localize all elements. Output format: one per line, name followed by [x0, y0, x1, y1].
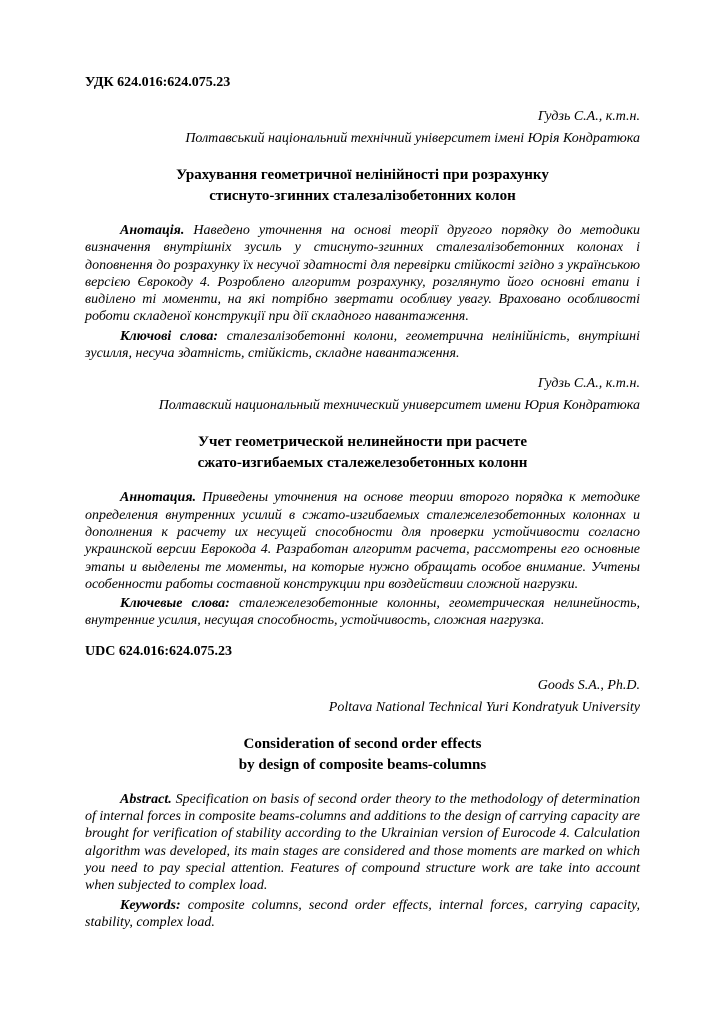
ua-keywords-text: сталезалізобетонні колони, геометрична нелінійність, внутрішні зусилля, несуча здатність, стійкість, складне навантаження.	[85, 328, 641, 362]
ua-title-line2: стиснуто-згинних сталезалізобетонних колон	[209, 188, 516, 204]
en-title-line1: Consideration of second order effects	[243, 735, 482, 752]
ru-byline	[85, 373, 640, 417]
ru-affiliation: Полтавский национальный технический университет имени Юрия Кондратюка	[158, 398, 640, 414]
ua-affiliation: Полтавський національний технічний університет імені Юрія Кондратюка	[185, 131, 640, 146]
ru-title-line1: Учет геометрической нелинейности при расчете	[197, 434, 528, 451]
en-affiliation: Poltava National Technical Yuri Kondratyuk University	[328, 699, 640, 715]
ua-keywords-label: Ключові слова:	[120, 328, 219, 344]
en-title-line2: by design of composite beams-columns	[238, 756, 487, 773]
ua-title	[85, 165, 640, 207]
ru-keywords	[85, 595, 640, 630]
udc-code-en: UDC 624.016:624.075.23	[85, 643, 232, 659]
ru-author: Гудзь С.А., к.т.н.	[537, 376, 640, 392]
en-keywords	[85, 897, 640, 932]
ua-author: Гудзь С.А., к.т.н.	[537, 109, 640, 124]
ua-title-line1: Урахування геометричної нелінійності при розрахунку	[176, 167, 549, 183]
ua-abstract-label: Анотація.	[120, 223, 185, 238]
ua-abstract-text: Наведено уточнення на основі теорії другого порядку до методики визначення внутрішніх зусиль у стиснуто-згинних сталезалізобетонних колонах і доповнення до розрахунку їх несучої здатності для перевірки стійкості згідно з українською версією Єврокоду 4. Розроблено алгоритм розрахунку, розглянуто його основні етапи і виділено ті моменти, на які потрібно звертати особливу увагу. Враховано особливості роботи складеної конструкції при дії складного навантаження.	[85, 223, 640, 325]
udc-code-ua: УДК 624.016:624.075.23	[85, 75, 231, 90]
en-abstract	[85, 791, 640, 895]
ru-abstract-text: Приведены уточнения на основе теории второго порядка к методике определения внутренних усилий в сжато-изгибаемых сталежелезобетонных колоннах и дополнения к расчету их несущей способности для проверки устойчивости согласно украинской версии Еврокода 4. Разработан алгоритм расчета, рассмотрены его основные этапы и выделены те моменты, на которые нужно обращать особое внимание. Учтены особенности работы составной конструкции при воздействии сложной нагрузки.	[85, 490, 641, 592]
ru-title	[85, 432, 640, 474]
en-keywords-label: Keywords:	[120, 897, 181, 913]
en-abstract-text: Specification on basis of second order theory to the methodology of determination of internal forces in composite beams-columns and additions to the design of carrying capacity are brought for verification of stability according to the Ukrainian version of Eurocode 4. Calculation algorithm was developed, its main stages are considered and those moments are marked on which you need to pay special attention. Features of compound structure work are take into account when subjected to complex load.	[85, 791, 641, 894]
ru-keywords-label: Ключевые слова:	[120, 596, 230, 612]
ru-abstract	[85, 489, 640, 593]
ua-byline	[85, 106, 640, 150]
ua-abstract	[85, 222, 640, 326]
en-author: Goods S.A., Ph.D.	[537, 677, 640, 693]
ru-keywords-text: сталежелезобетонные колонны, геометрическая нелинейность, внутренние усилия, несущая способность, устойчивость, сложная нагрузка.	[85, 596, 640, 629]
en-keywords-text: composite columns, second order effects, internal forces, carrying capacity, stability, complex load.	[85, 897, 641, 930]
ru-abstract-label: Аннотация.	[120, 490, 197, 506]
ru-title-line2: сжато-изгибаемых сталежелезобетонных колонн	[197, 455, 528, 472]
en-abstract-label: Abstract.	[120, 791, 172, 807]
ua-keywords	[85, 328, 640, 363]
en-byline	[85, 675, 640, 719]
en-title	[85, 734, 640, 776]
